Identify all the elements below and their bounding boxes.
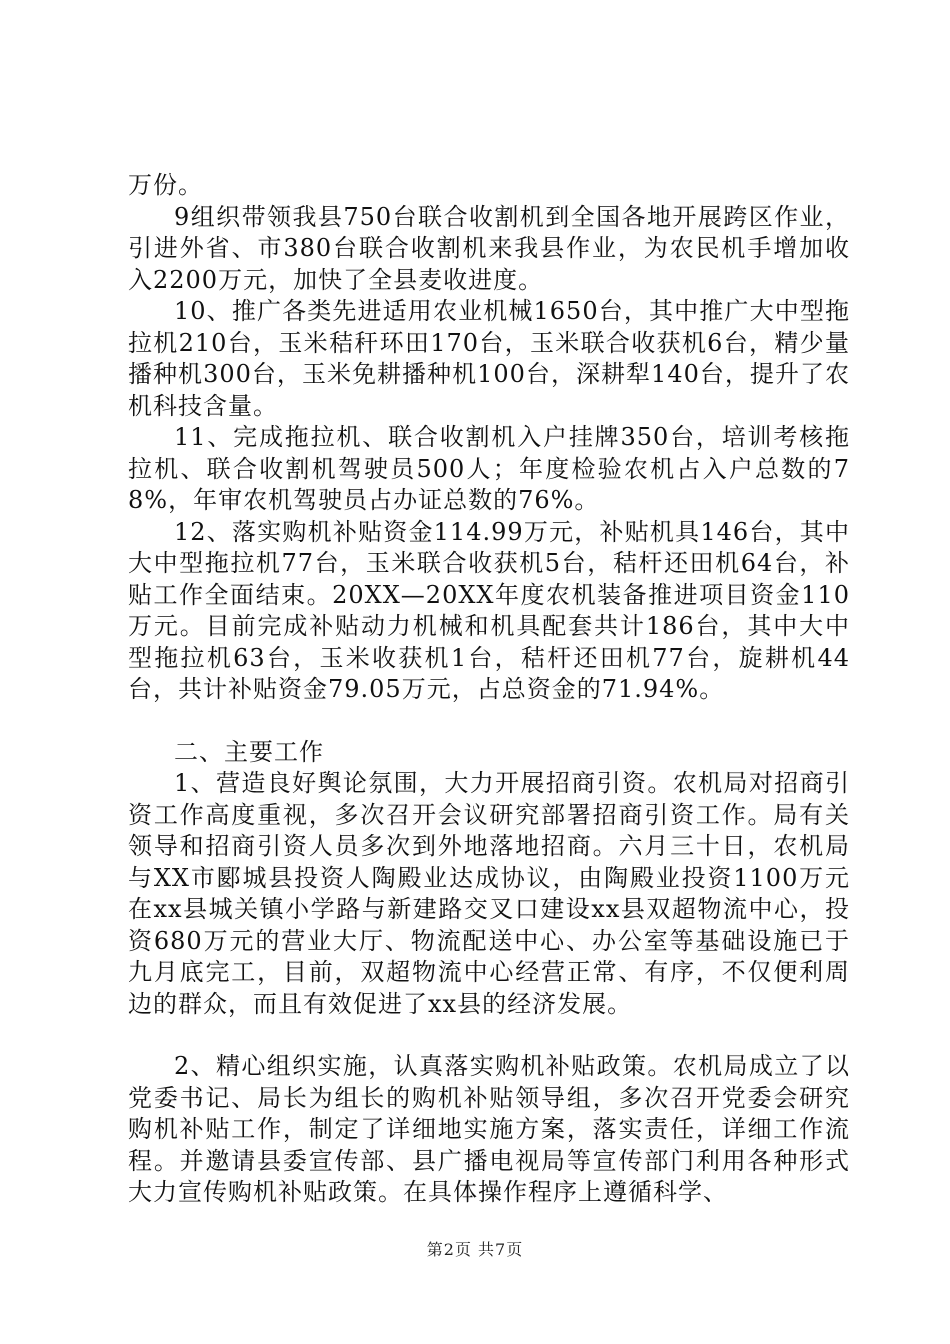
page-number-footer: 第2页 共7页 bbox=[426, 1240, 524, 1259]
paragraph-item-10: 10、推广各类先进适用农业机械1650台，其中推广大中型拖拉机210台，玉米秸秆环田170台，玉米联合收获机6台，精少量播种机300台，玉米免耕播种机100台，深耕犁140台，提升了农机科技含量。 bbox=[128, 297, 850, 420]
paragraph-work-1: 1、营造良好舆论氛围，大力开展招商引资。农机局对招商引资工作高度重视，多次召开会议研究部署招商引资工作。局有关领导和招商引资人员多次到外地落地招商。六月三十日，农机局与XX市郾城县投资人陶殿业达成协议，由陶殿业投资1100万元在xx县城关镇小学路与新建路交叉口建设xx县双超物流中心，投资680万元的营业大厅、物流配送中心、办公室等基础设施已于九月底完工，目前，双超物流中心经营正常、有序，不仅便利周边的群众，而且有效促进了xx县的经济发展。 bbox=[128, 769, 850, 1018]
paragraph-work-2: 2、精心组织实施，认真落实购机补贴政策。农机局成立了以党委书记、局长为组长的购机补贴领导组，多次召开党委会研究购机补贴工作，制定了详细地实施方案，落实责任，详细工作流程。并邀请县委宣传部、县广播电视局等宣传部门利用各种形式大力宣传购机补贴政策。在具体操作程序上遵循科学、 bbox=[128, 1052, 850, 1206]
paragraph-item-9: 9组织带领我县750台联合收割机到全国各地开展跨区作业，引进外省、市380台联合收割机来我县作业，为农民机手增加收入2200万元，加快了全县麦收进度。 bbox=[128, 202, 850, 294]
section-heading-main-work: 二、主要工作 bbox=[174, 737, 324, 766]
paragraph-item-11: 11、完成拖拉机、联合收割机入户挂牌350台，培训考核拖拉机、联合收割机驾驶员500人；年度检验农机占入户总数的78%，年审农机驾驶员占办证总数的76%。 bbox=[128, 423, 850, 514]
document-body bbox=[128, 170, 850, 1209]
paragraph-item-12: 12、落实购机补贴资金114.99万元，补贴机具146台，其中大中型拖拉机77台，玉米联合收获机5台，秸杆还田机64台，补贴工作全面结束。20XX—20XX年度农机装备推进项目资金110万元。目前完成补贴动力机械和机具配套共计186台，其中大中型拖拉机63台，玉米收获机1台，秸杆还田机77台，旋耕机44台，共计补贴资金79.05万元，占总资金的71.94%。 bbox=[128, 517, 850, 703]
paragraph-continuation: 万份。 bbox=[128, 171, 203, 199]
